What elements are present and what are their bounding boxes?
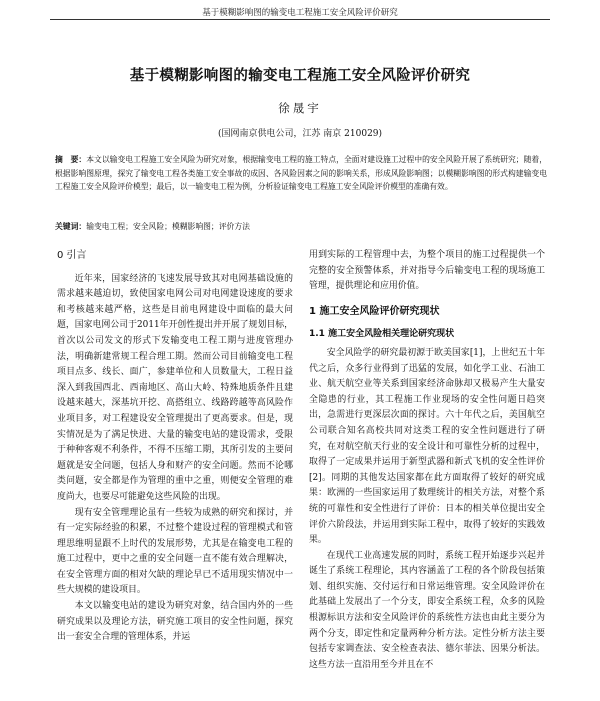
keywords (55, 221, 547, 233)
header-rule (50, 19, 550, 20)
keywords-text: 输变电工程；安全风险；模糊影响图；评价方法 (86, 222, 250, 231)
paragraph-continued: 用到实际的工程管理中去，为整个项目的施工过程提供一个完整的安全预警体系，并对指导今后输变电工程的现场施工管理，提供理论和应用价值。 (309, 250, 545, 292)
paragraph: 在现代工业高速发展的同时，系统工程开始逐步兴起并诞生了系统工程理论，其内容涵盖了工程的各个阶段包括策划、组织实施、交付运行和日常运维管理。安全风险评价在此基础上发展出了一个分支，即安全系统工程，众多的风险根源标识方法和安全风险评价的系统性方法也由此主要分为两个分支，即定性和定量两种分析方法。定性分析方法主要包括专家调查法、安全检查表法、德尔菲法、因果分析法。这些方法一直沿用至今并且在不 (309, 550, 545, 670)
abstract (55, 153, 547, 194)
section-heading-1: 1 施工安全风险评价研究现状 (309, 305, 440, 317)
paper-title: 基于模糊影响图的输变电工程施工安全风险评价研究 (129, 68, 471, 84)
keywords-label: 关键词： (55, 222, 87, 231)
subsection-heading-1-1: 1.1 施工安全风险相关理论研究现状 (309, 329, 455, 340)
affiliation: (国网南京供电公司，江苏 南京 210029) (217, 129, 383, 139)
running-head: 基于模糊影响图的输变电工程施工安全风险评价研究 (202, 8, 398, 18)
paragraph: 现有安全管理理论虽有一些较为成熟的研究和探讨，并有一定实际经验的积累，不过整个建设过程的管理模式和管理思维明显跟不上时代的发展形势，尤其是在输变电工程的施工过程中，更中之重的安全问题一直不能有效合理解决，在安全管理方面的相对欠缺的理论早已不适用现实情况中一些大规模的建设项目。 (57, 507, 293, 596)
paragraph: 安全风险学的研究最初源于欧美国家[1]，上世纪五十年代之后，众多行业得到了迅猛的发展，如化学工业、石油工业、航天航空业等关系到国家经济命脉却又极易产生大量安全隐患的行业，其工程施工作业现场的安全性问题日趋突出，急需进行更深层次面的探讨。六十年代之后，美国航空公司联合知名高校共同对这类工程的安全性问题进行了研究，在对航空航天行业的安全设计和可靠性分析的过程中，取得了一定成果并运用于新型武器和新式飞机的安全性评价[2]。同期的其他发达国家都在此方面取得了较好的研究成果：欧洲的一些国家运用了数理统计的相关方法，对整个系统的可靠性和安全性进行了评价：日本的相关单位提出安全评价六阶段法，并运用到实际工程中，取得了较好的实践效果。 (309, 347, 545, 546)
section-heading-intro: 0 引言 (57, 250, 87, 261)
paragraph: 近年来，国家经济的飞速发展导致其对电网基础设施的需求越来越迫切，致使国家电网公司对电网建设速度的要求和考核越来越严格，这些是目前电网建设中面临的最大问题，国家电网公司于2011年开创性提出并开展了规划目标，首次以公司发文的形式下发输变电工程工期与进度管理办法，明确新建常规工程合理工期。然而公司目前输变电工程项目点多、线长、面广，参建单位和人员数量大，工程日益深入到我国西北、西南地区、高山大岭、特殊地质条件且建设越来越大，深基坑开挖、高搭组立、线路跨越等高风险作业项目多，对工程建设安全管理提出了更高要求。但是，现实情况是为了满足快进、大量的输变电站的建设需求，受限于种种客观不利条件，不得不压缩工期，其所引发的主要问题就是安全问题，包括人身和财产的安全问题。然而不论哪类问题，安全都是作为管理的重中之重，则便安全管理的难度尚大，也要尽可能避免这些风险的出现。 (57, 273, 293, 502)
author: 徐晟宇 (278, 101, 322, 115)
abstract-text: 本文以输变电工程施工安全风险为研究对象，根据输变电工程的施工特点，全面对建设施工过程中的安全风险开展了系统研究；随着，根据影响图原理，探究了输变电工程各类施工安全事故的成因、各风险因素之间的影响关系，形成风险影响图；以模糊影响图的形式构建输变电工程施工安全风险评价模型；最后，以一输变电工程为例，分析验证输变电工程施工安全风险评价模型的准确有效。 (55, 155, 548, 192)
abstract-label: 摘 要： (55, 155, 87, 164)
left-column (57, 248, 293, 646)
right-column (309, 248, 545, 673)
paragraph: 本文以输变电站的建设为研究对象，结合国内外的一些研究成果以及理论方法，研究施工项目的安全性问题，探究出一套安全合理的管理体系，并运 (57, 601, 293, 643)
